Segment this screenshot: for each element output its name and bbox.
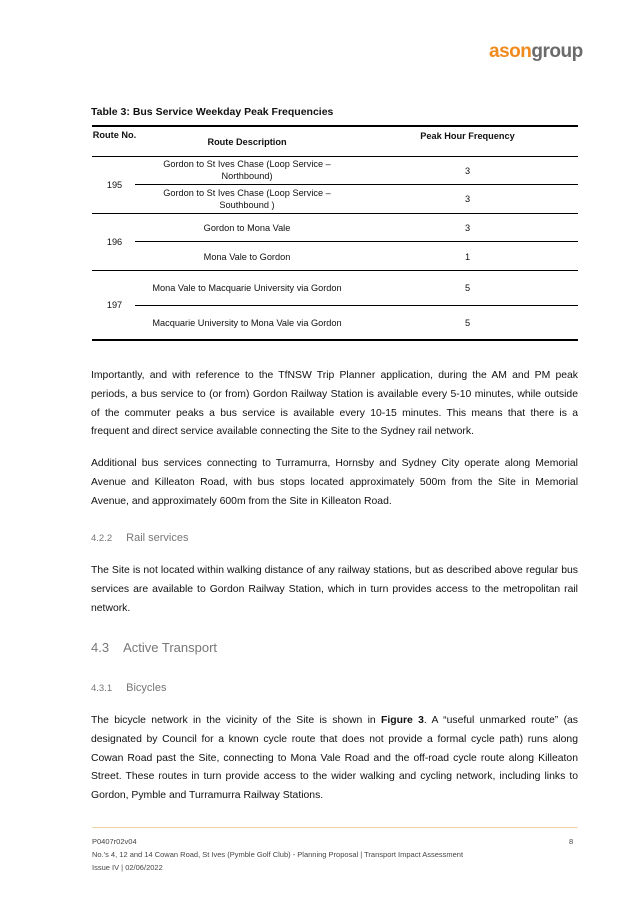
footer-issue: Issue IV | 02/06/2022 [92,863,163,872]
route-frequency: 3 [464,223,471,233]
route-description: Macquarie University to Mona Vale via Gordon [152,318,342,328]
page-number: 8 [569,837,574,846]
route-frequency: 5 [464,283,471,293]
footer-rule [92,827,578,828]
route-description: Mona Vale to Gordon [203,252,291,262]
route-number: 196 [106,237,123,247]
route-frequency: 5 [464,318,471,328]
heading-rail-services: 4.2.2 Rail services [91,532,189,544]
header-peak-frequency: Peak Hour Frequency [420,131,515,141]
table-bottom-rule [92,339,578,341]
row-divider [135,241,578,242]
footer-project: No.'s 4, 12 and 14 Cowan Road, St Ives (Pymble Golf Club) - Planning Proposal | Transport Impact Assessment [92,850,464,859]
route-frequency: 1 [464,252,471,262]
figure-reference: Figure 3 [381,715,424,726]
route-description: Gordon to Mona Vale [203,223,291,233]
paragraph-peak-service: Importantly, and with reference to the TfNSW Trip Planner application, during the AM and PM peak periods, a bus service to (or from) Gordon Railway Station is available every 5-10 minutes, while outside of the commuter peaks a bus service is available every 10-15 minutes. This means that there is a frequent and direct service available connecting the Site to the Sydney rail network. [91,370,578,438]
group-rule [92,213,578,214]
heading-active-transport: 4.3 Active Transport [91,640,218,655]
route-frequency: 3 [464,194,471,204]
route-description: Gordon to St Ives Chase (Loop Service – Southbound ) [163,188,331,210]
route-number: 195 [106,180,123,190]
group-rule [92,270,578,271]
paragraph-bicycles: The bicycle network in the vicinity of the Site is shown in Figure 3. A “useful unmarked route” (as designated by Council for a known cycle route that does not provide a formal cycle path) runs along Cowan Road past the Site, connecting to Mona Vale Road and the off-road cycle route along Killeaton Street. These routes in turn provide access to the wider walking and cycling network, including links to Gordon, Pymble and Turramurra Railway Stations. [91,715,579,802]
table-header-rule [92,156,578,157]
route-frequency: 3 [464,166,471,176]
footer-reference: P0407r02v04 [92,837,137,846]
heading-bicycles: 4.3.1 Bicycles [91,682,167,694]
paragraph-rail: The Site is not located within walking distance of any railway stations, but as described above regular bus services are available to Gordon Railway Station, which in turn provides access to the metropolitan rail network. [91,565,578,614]
header-route-no: Route No. [92,130,137,140]
route-description: Mona Vale to Macquarie University via Gordon [152,283,342,293]
route-description: Gordon to St Ives Chase (Loop Service – Northbound) [163,159,331,181]
header-route-description: Route Description [207,137,287,147]
route-number: 197 [106,300,123,310]
row-divider [135,305,578,306]
asongroup-logo: asongroup [489,41,583,62]
paragraph-additional-bus: Additional bus services connecting to Turramurra, Hornsby and Sydney City operate along Memorial Avenue and Killeaton Road, with bus stops located approximately 500m from the Site in Memorial Avenue, and approximately 600m from the Site in Killeaton Road. [91,458,578,507]
row-divider [135,184,578,185]
table-top-rule [92,125,578,127]
table-caption: Table 3: Bus Service Weekday Peak Frequencies [91,106,334,118]
